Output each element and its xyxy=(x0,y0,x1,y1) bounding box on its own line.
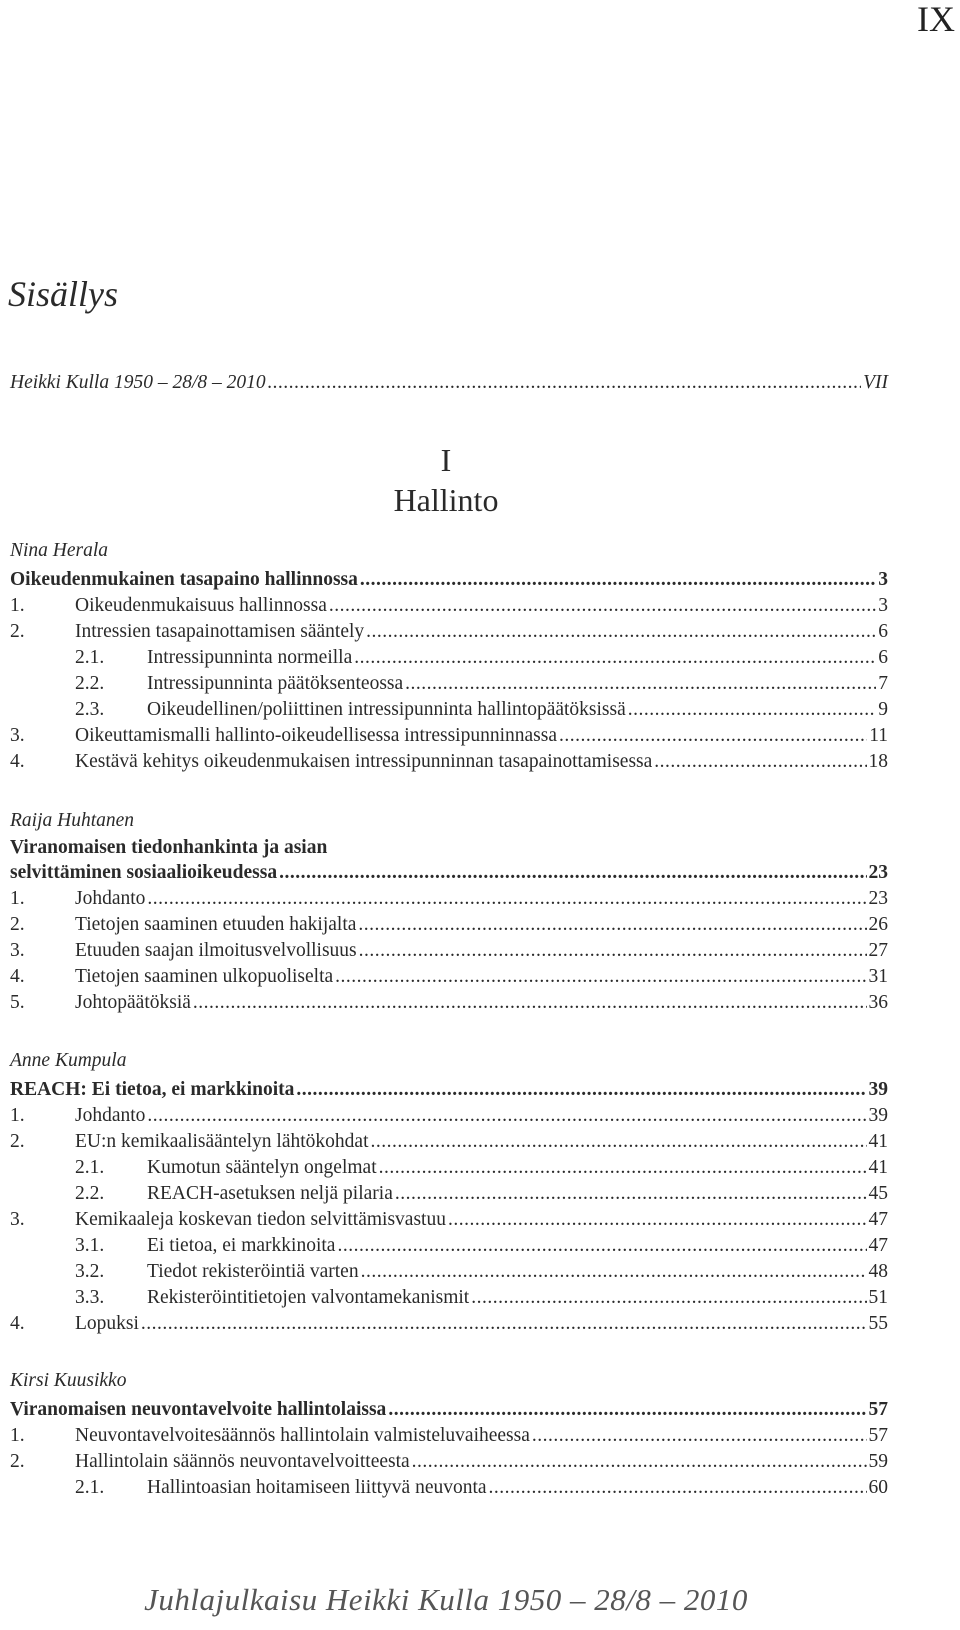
toc-entry-label: Johtopäätöksiä xyxy=(75,992,191,1013)
toc-entry-label: Intressien tasapainottamisen sääntely xyxy=(75,621,365,642)
toc-entry-label: Ei tietoa, ei markkinoita xyxy=(147,1235,336,1256)
leader-dots xyxy=(335,966,866,988)
leader-dots xyxy=(147,1105,866,1127)
leader-dots xyxy=(559,725,867,747)
toc-entry-page: 11 xyxy=(869,725,888,746)
toc-entry-label: Oikeudellinen/poliittinen intressipunninta hallintopäätöksissä xyxy=(147,699,626,720)
leader-dots xyxy=(296,1079,866,1101)
page-number: IX xyxy=(917,0,955,39)
toc-entry-label: Intressipunninta päätöksenteossa xyxy=(147,673,404,694)
toc-entry-label: Johdanto xyxy=(75,888,146,909)
chapter-author: Kirsi Kuusikko xyxy=(10,1370,127,1391)
toc-entry-number: 3. xyxy=(10,1209,25,1230)
toc-entry-page: VII xyxy=(863,372,888,393)
toc-entry-page: 6 xyxy=(878,621,888,642)
leader-dots xyxy=(405,673,876,695)
toc-entry-page: 3 xyxy=(878,569,888,590)
toc-entry-page: 60 xyxy=(868,1477,888,1498)
toc-entry-page: 57 xyxy=(868,1425,888,1446)
toc-entry[interactable] xyxy=(10,747,888,773)
toc-entry-label: Neuvontavelvoitesäännös hallintolain valmisteluvaiheessa xyxy=(75,1425,530,1446)
toc-entry[interactable] xyxy=(10,1127,888,1153)
leader-dots xyxy=(371,1131,867,1153)
toc-entry-number: 1. xyxy=(10,1425,25,1446)
toc-entry-label: Intressipunninta normeilla xyxy=(147,647,353,668)
toc-entry-page: 48 xyxy=(868,1261,888,1282)
toc-entry-number: 4. xyxy=(10,966,25,987)
toc-entry-page: 39 xyxy=(868,1079,888,1100)
toc-entry-page: 27 xyxy=(868,940,888,961)
running-footer: Juhlajulkaisu Heikki Kulla 1950 – 28/8 – 2010 xyxy=(144,1582,748,1617)
toc-entry-number: 1. xyxy=(10,888,25,909)
toc-entry-number: 2. xyxy=(10,1131,25,1152)
toc-entry-label: Johdanto xyxy=(75,1105,146,1126)
toc-entry-label: selvittäminen sosiaalioikeudessa xyxy=(10,862,278,883)
toc-entry-page: 18 xyxy=(868,751,888,772)
toc-entry-number: 2. xyxy=(10,621,25,642)
leader-dots xyxy=(147,888,866,910)
toc-entry-page: 57 xyxy=(868,1399,888,1420)
toc-entry-number: 1. xyxy=(10,1105,25,1126)
toc-entry-page: 51 xyxy=(868,1287,888,1308)
toc-entry-label: Hallintolain säännös neuvontavelvoitteesta xyxy=(75,1451,410,1472)
toc-entry-number: 3. xyxy=(10,725,25,746)
leader-dots xyxy=(628,699,876,721)
toc-entry-number: 2.2. xyxy=(75,673,105,694)
toc-subentry[interactable] xyxy=(10,695,888,721)
toc-entry-number: 4. xyxy=(10,1313,25,1334)
toc-entry-number: 2.3. xyxy=(75,699,105,720)
toc-entry[interactable] xyxy=(10,884,888,910)
leader-dots xyxy=(448,1209,867,1231)
leader-dots xyxy=(489,1477,867,1499)
toc-entry-label: Tietojen saaminen ulkopuoliselta xyxy=(75,966,334,987)
toc-entry[interactable] xyxy=(10,1447,888,1473)
toc-entry-page: 41 xyxy=(868,1157,888,1178)
toc-entry-page: 9 xyxy=(878,699,888,720)
toc-entry-number: 2. xyxy=(10,914,25,935)
leader-dots xyxy=(532,1425,867,1447)
toc-entry-number: 2.1. xyxy=(75,647,105,668)
toc-chapter-title[interactable] xyxy=(10,565,888,591)
leader-dots xyxy=(395,1183,867,1205)
leader-dots xyxy=(366,621,876,643)
toc-entry-number: 2.2. xyxy=(75,1183,105,1204)
toc-entry-page: 59 xyxy=(868,1451,888,1472)
toc-entry[interactable] xyxy=(10,721,888,747)
toc-entry-label: Kumotun sääntelyn ongelmat xyxy=(147,1157,377,1178)
chapter-author: Nina Herala xyxy=(10,540,109,561)
leader-dots xyxy=(361,1261,867,1283)
chapter-author: Anne Kumpula xyxy=(10,1050,127,1071)
toc-entry[interactable] xyxy=(10,1101,888,1127)
leader-dots xyxy=(354,647,876,669)
toc-entry-page: 55 xyxy=(868,1313,888,1334)
toc-entry-page: 23 xyxy=(868,888,888,909)
toc-entry-page: 3 xyxy=(878,595,888,616)
toc-subentry[interactable] xyxy=(10,1231,888,1257)
toc-entry-preface[interactable] xyxy=(10,368,888,394)
toc-entry-number: 2.1. xyxy=(75,1157,105,1178)
leader-dots xyxy=(471,1287,866,1309)
toc-chapter-title[interactable] xyxy=(10,1395,888,1421)
toc-entry-number: 2.1. xyxy=(75,1477,105,1498)
toc-entry-label: Kestävä kehitys oikeudenmukaisen intressipunninnan tasapainottamisessa xyxy=(75,751,653,772)
toc-entry-page: 41 xyxy=(868,1131,888,1152)
leader-dots xyxy=(329,595,876,617)
toc-entry[interactable] xyxy=(10,1309,888,1335)
toc-entry-page: 36 xyxy=(868,992,888,1013)
toc-entry-number: 3.2. xyxy=(75,1261,105,1282)
toc-entry-label: Lopuksi xyxy=(75,1313,139,1334)
leader-dots xyxy=(388,1399,866,1421)
toc-entry-page: 7 xyxy=(878,673,888,694)
toc-entry-page: 47 xyxy=(868,1235,888,1256)
toc-entry-label: Viranomaisen neuvontavelvoite hallintolaissa xyxy=(10,1399,387,1420)
toc-entry-label: Heikki Kulla 1950 – 28/8 – 2010 xyxy=(10,372,266,393)
toc-entry-label: Rekisteröintitietojen valvontamekanismit xyxy=(147,1287,470,1308)
toc-entry-label: Hallintoasian hoitamiseen liittyvä neuvonta xyxy=(147,1477,487,1498)
toc-entry-label: EU:n kemikaalisääntelyn lähtökohdat xyxy=(75,1131,369,1152)
toc-entry[interactable] xyxy=(10,936,888,962)
toc-entry-page: 45 xyxy=(868,1183,888,1204)
leader-dots xyxy=(268,372,861,394)
leader-dots xyxy=(358,914,866,936)
toc-chapter-title-line1[interactable]: Viranomaisen tiedonhankinta ja asian xyxy=(10,837,328,858)
leader-dots xyxy=(359,940,867,962)
toc-entry-label: Oikeudenmukaisuus hallinnossa xyxy=(75,595,327,616)
toc-entry-number: 3. xyxy=(10,940,25,961)
toc-entry[interactable] xyxy=(10,1421,888,1447)
toc-entry-label: Kemikaaleja koskevan tiedon selvittämisvastuu xyxy=(75,1209,446,1230)
leader-dots xyxy=(193,992,867,1014)
toc-subentry[interactable] xyxy=(10,1473,888,1499)
leader-dots xyxy=(279,862,866,884)
leader-dots xyxy=(141,1313,867,1335)
toc-entry-label: Etuuden saajan ilmoitusvelvollisuus xyxy=(75,940,357,961)
toc-entry-number: 3.3. xyxy=(75,1287,105,1308)
toc-entry-label: Tietojen saaminen etuuden hakijalta xyxy=(75,914,357,935)
leader-dots xyxy=(654,751,866,773)
toc-entry-label: REACH-asetuksen neljä pilaria xyxy=(147,1183,393,1204)
toc-entry-page: 31 xyxy=(868,966,888,987)
toc-entry-page: 47 xyxy=(868,1209,888,1230)
toc-entry[interactable] xyxy=(10,591,888,617)
toc-entry-number: 4. xyxy=(10,751,25,772)
toc-entry-page: 6 xyxy=(878,647,888,668)
chapter-author: Raija Huhtanen xyxy=(10,810,135,831)
toc-entry-number: 1. xyxy=(10,595,25,616)
toc-entry-number: 2. xyxy=(10,1451,25,1472)
toc-entry[interactable] xyxy=(10,988,888,1014)
toc-entry[interactable] xyxy=(10,962,888,988)
toc-entry-page: 23 xyxy=(868,862,888,883)
leader-dots xyxy=(379,1157,867,1179)
toc-subentry[interactable] xyxy=(10,643,888,669)
toc-entry-label: Oikeudenmukainen tasapaino hallinnossa xyxy=(10,569,358,590)
leader-dots xyxy=(412,1451,867,1473)
toc-entry-page: 26 xyxy=(868,914,888,935)
toc-entry-page: 39 xyxy=(868,1105,888,1126)
leader-dots xyxy=(337,1235,866,1257)
toc-entry[interactable] xyxy=(10,1205,888,1231)
toc-subentry[interactable] xyxy=(10,669,888,695)
part-name: Hallinto xyxy=(393,482,499,518)
toc-entry-label: Oikeuttamismalli hallinto-oikeudellisessa intressipunninnassa xyxy=(75,725,558,746)
part-numeral: I xyxy=(440,442,452,478)
toc-subentry[interactable] xyxy=(10,1153,888,1179)
toc-entry[interactable] xyxy=(10,910,888,936)
toc-entry[interactable] xyxy=(10,617,888,643)
page-title: Sisällys xyxy=(8,274,119,314)
toc-entry-number: 5. xyxy=(10,992,25,1013)
toc-chapter-title[interactable] xyxy=(10,1075,888,1101)
leader-dots xyxy=(360,569,876,591)
toc-entry-label: Tiedot rekisteröintiä varten xyxy=(147,1261,359,1282)
toc-subentry[interactable] xyxy=(10,1283,888,1309)
toc-chapter-title[interactable] xyxy=(10,858,888,884)
toc-subentry[interactable] xyxy=(10,1257,888,1283)
toc-subentry[interactable] xyxy=(10,1179,888,1205)
toc-entry-number: 3.1. xyxy=(75,1235,105,1256)
toc-entry-label: REACH: Ei tietoa, ei markkinoita xyxy=(10,1079,295,1100)
